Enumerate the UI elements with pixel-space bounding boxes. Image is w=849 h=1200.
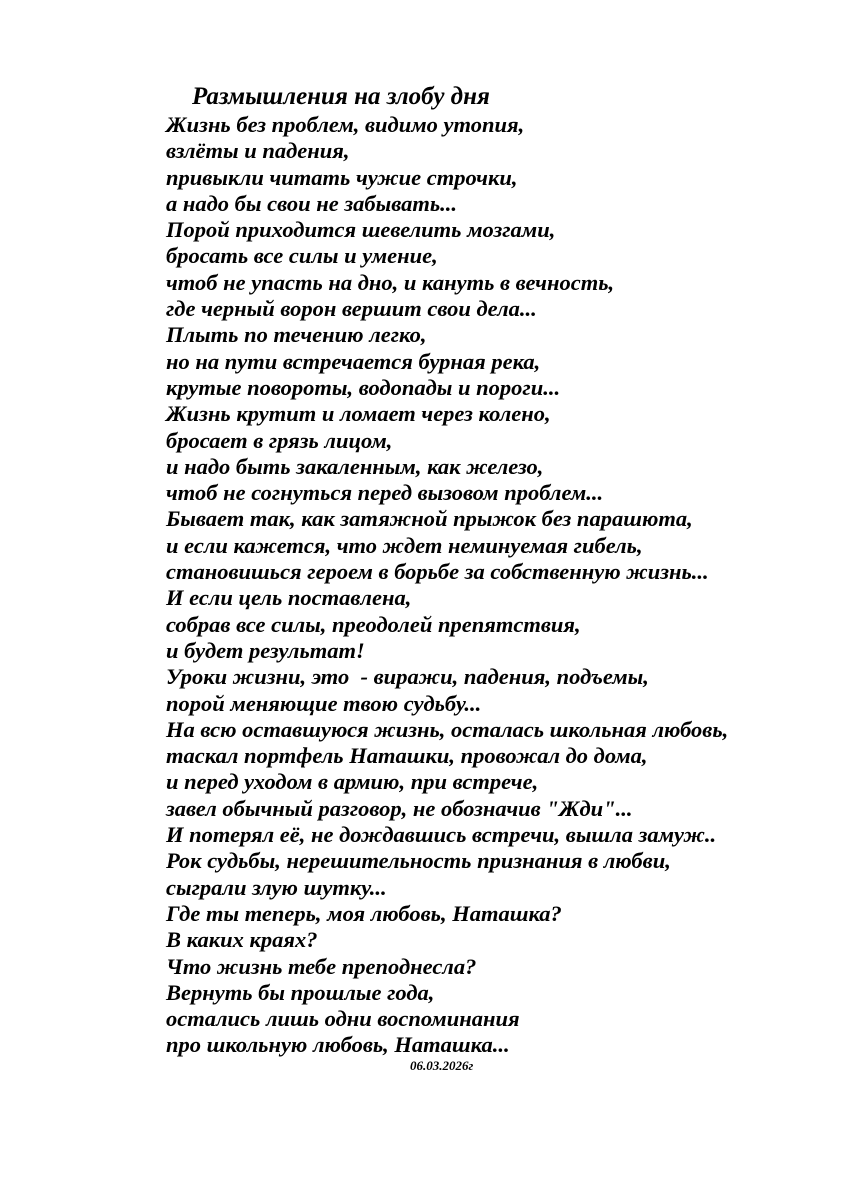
poem-line: чтоб не упасть на дно, и кануть в вечность, <box>166 269 615 295</box>
poem-line: взлёты и падения, <box>166 138 350 164</box>
poem-line: Порой приходится шевелить мозгами, <box>166 217 556 243</box>
poem-line: и надо быть закаленным, как железо, <box>166 453 544 479</box>
poem-line: но на пути встречается бурная река, <box>166 348 541 374</box>
poem-line: собрав все силы, преодолей препятствия, <box>166 611 581 637</box>
poem-line: завел обычный разговор, не обозначив "Жди"... <box>166 795 633 821</box>
poem-body <box>166 112 728 1059</box>
poem-title: Размышления на злобу дня <box>192 83 490 110</box>
poem-line: Рок судьбы, нерешительность признания в любви, <box>166 848 671 874</box>
poem-line: бросать все силы и умение, <box>166 243 438 269</box>
poem-line: Жизнь без проблем, видимо утопия, <box>166 112 525 137</box>
poem-line: крутые повороты, водопады и пороги... <box>166 374 561 400</box>
poem-date: 06.03.2026г <box>410 1058 474 1073</box>
poem-line: таскал портфель Наташки, провожал до дома, <box>166 743 648 769</box>
poem-line: про школьную любовь, Наташка... <box>166 1032 510 1058</box>
poem-line: В каких краях? <box>166 927 318 953</box>
poem-line: а надо бы свои не забывать... <box>166 190 458 216</box>
poem-line: чтоб не согнуться перед вызовом проблем... <box>166 480 604 506</box>
poem-line: где черный ворон вершит свои дела... <box>166 296 537 322</box>
poem-line: Бывает так, как затяжной прыжок без парашюта, <box>166 506 693 532</box>
poem-line: бросает в грязь лицом, <box>166 427 393 453</box>
poem-line: И если цель поставлена, <box>166 585 412 611</box>
poem-line: Где ты теперь, моя любовь, Наташка? <box>166 900 562 926</box>
poem-line: И потерял её, не дождавшись встречи, вышла замуж.. <box>166 822 717 848</box>
poem-line: Вернуть бы прошлые года, <box>166 979 435 1005</box>
poem-line: привыкли читать чужие строчки, <box>166 164 518 190</box>
poem-line: сыграли злую шутку... <box>166 874 387 900</box>
poem-line: порой меняющие твою судьбу... <box>166 690 482 716</box>
poem-line: становишься героем в борьбе за собственную жизнь... <box>166 559 709 585</box>
poem-line: Плыть по течению легко, <box>166 322 427 348</box>
poem-line: и будет результат! <box>166 637 365 663</box>
poem-line: и перед уходом в армию, при встрече, <box>166 769 539 795</box>
poem-line: и если кажется, что ждет неминуемая гибель, <box>166 532 643 558</box>
poem-line: Жизнь крутит и ломает через колено, <box>166 401 551 427</box>
poem-line: На всю оставшуюся жизнь, осталась школьная любовь, <box>166 716 729 742</box>
poem-line: Уроки жизни, это - виражи, падения, подъемы, <box>166 664 649 690</box>
poem-line: остались лишь одни воспоминания <box>166 1006 520 1032</box>
poem-line: Что жизнь тебе преподнесла? <box>166 953 477 979</box>
